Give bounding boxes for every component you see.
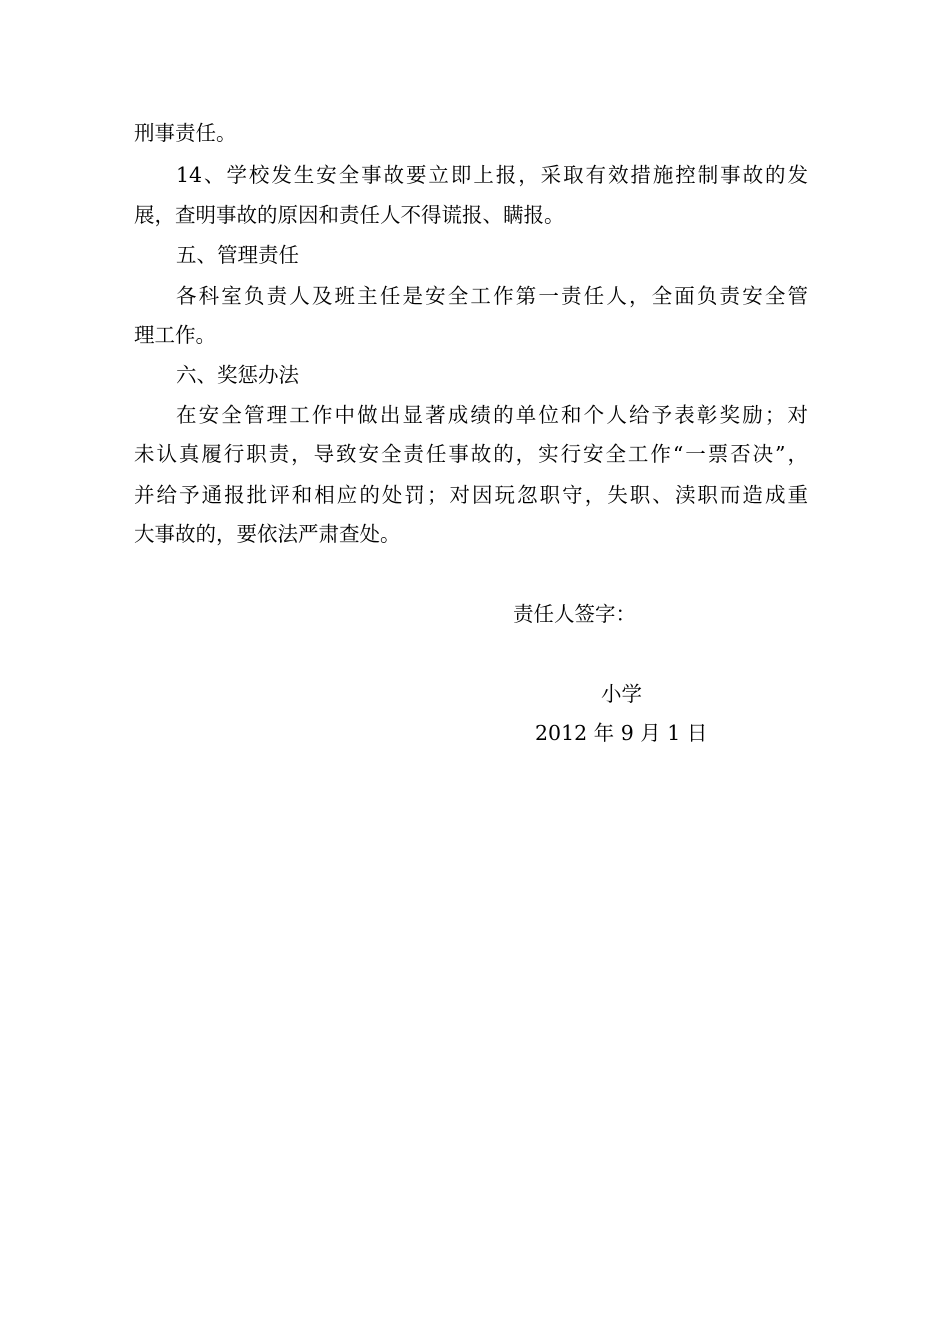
paragraph-line: 未认真履行职责，导致安全责任事故的，实行安全工作“一票否决”， (134, 442, 808, 466)
signature-label: 责任人签字： (513, 602, 636, 626)
paragraph-line: 理工作。 (134, 323, 216, 347)
document-date: 2012 年 9 月 1 日 (535, 721, 708, 745)
paragraph-line: 展，查明事故的原因和责任人不得谎报、瞒报。 (134, 203, 565, 227)
section-heading: 五、管理责任 (176, 243, 299, 267)
paragraph-line: 在安全管理工作中做出显著成绩的单位和个人给予表彰奖励；对 (176, 403, 808, 427)
school-name: 小学 (601, 682, 642, 706)
section-heading: 六、奖惩办法 (176, 363, 299, 387)
paragraph-line: 14、学校发生安全事故要立即上报，采取有效措施控制事故的发 (176, 163, 808, 187)
paragraph-line: 刑事责任。 (134, 121, 237, 145)
paragraph-line: 大事故的，要依法严肃查处。 (134, 522, 401, 546)
paragraph-line: 并给予通报批评和相应的处罚；对因玩忽职守，失职、渎职而造成重 (134, 483, 808, 507)
paragraph-line: 各科室负责人及班主任是安全工作第一责任人，全面负责安全管 (176, 284, 808, 308)
